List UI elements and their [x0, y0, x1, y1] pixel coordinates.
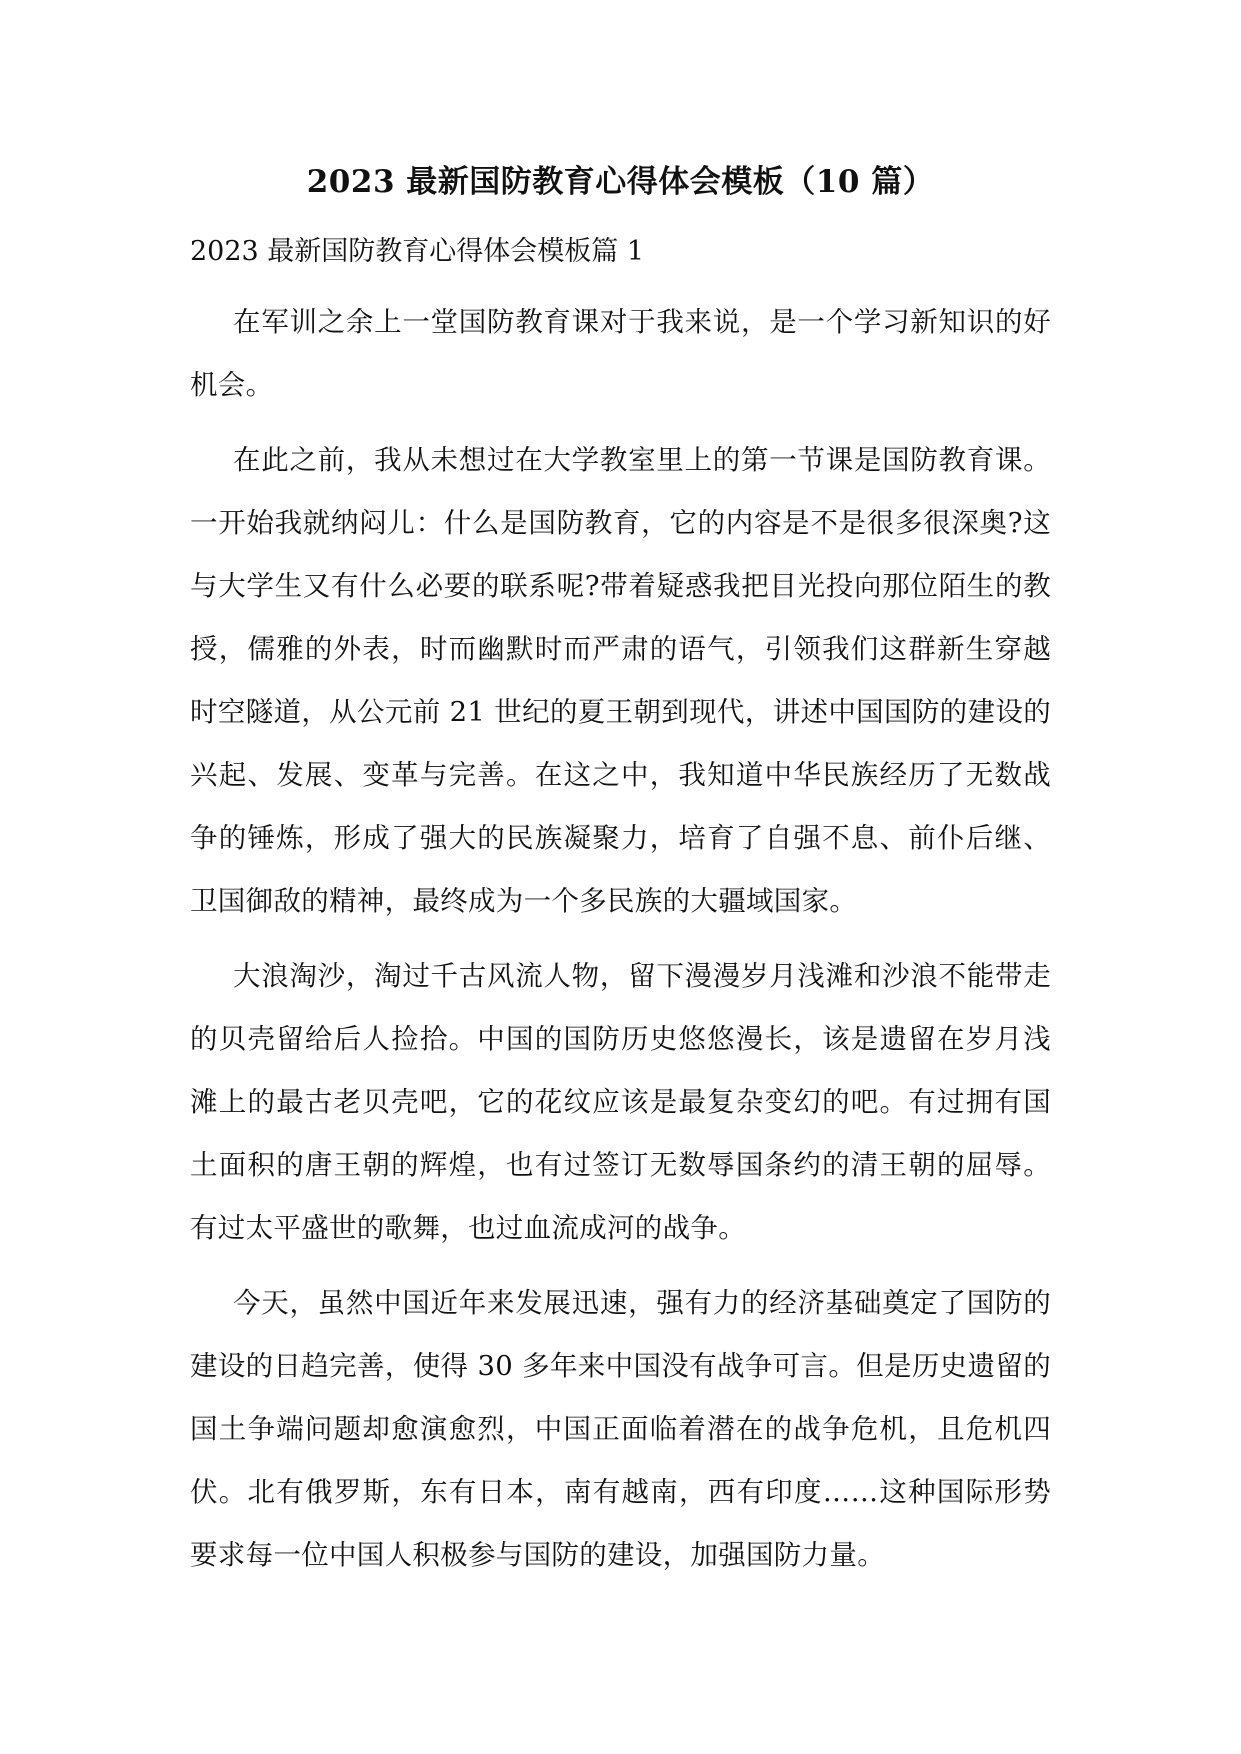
section-heading: 2023 最新国防教育心得体会模板篇 1: [190, 236, 645, 267]
paragraph: 大浪淘沙，淘过千古风流人物，留下漫漫岁月浅滩和沙浪不能带走的贝壳留给后人捡拾。中国的国防历史悠悠漫长，该是遗留在岁月浅滩上的最古老贝壳吧，它的花纹应该是最复杂变幻的吧。有过拥有国土面积的唐王朝的辉煌，也有过签订无数辱国条约的清王朝的屈辱。有过太平盛世的歌舞，也过血流成河的战争。: [190, 960, 1051, 1244]
paragraph: 今天，虽然中国近年来发展迅速，强有力的经济基础奠定了国防的建设的日趋完善，使得 30 多年来中国没有战争可言。但是历史遗留的国土争端问题却愈演愈烈，中国正面临着潜在的战争危机，且危机四伏。北有俄罗斯，东有日本，南有越南，西有印度……这种国际形势要求每一位中国人积极参与国防的建设，加强国防力量。: [190, 1287, 1051, 1571]
paragraph: 在此之前，我从未想过在大学教室里上的第一节课是国防教育课。一开始我就纳闷儿：什么是国防教育，它的内容是不是很多很深奥?这与大学生又有什么必要的联系呢?带着疑惑我把目光投向那位陌生的教授，儒雅的外表，时而幽默时而严肃的语气，引领我们这群新生穿越时空隧道，从公元前 21 世纪的夏王朝到现代，讲述中国国防的建设的兴起、发展、变革与完善。在这之中，我知道中华民族经历了无数战争的锤炼，形成了强大的民族凝聚力，培育了自强不息、前仆后继、卫国御敌的精神，最终成为一个多民族的大疆域国家。: [190, 444, 1051, 917]
paragraph: 在军训之余上一堂国防教育课对于我来说，是一个学习新知识的好机会。: [190, 306, 1051, 401]
document-title: 2023 最新国防教育心得体会模板（10 篇）: [306, 164, 935, 200]
document-body: [190, 291, 1051, 1587]
